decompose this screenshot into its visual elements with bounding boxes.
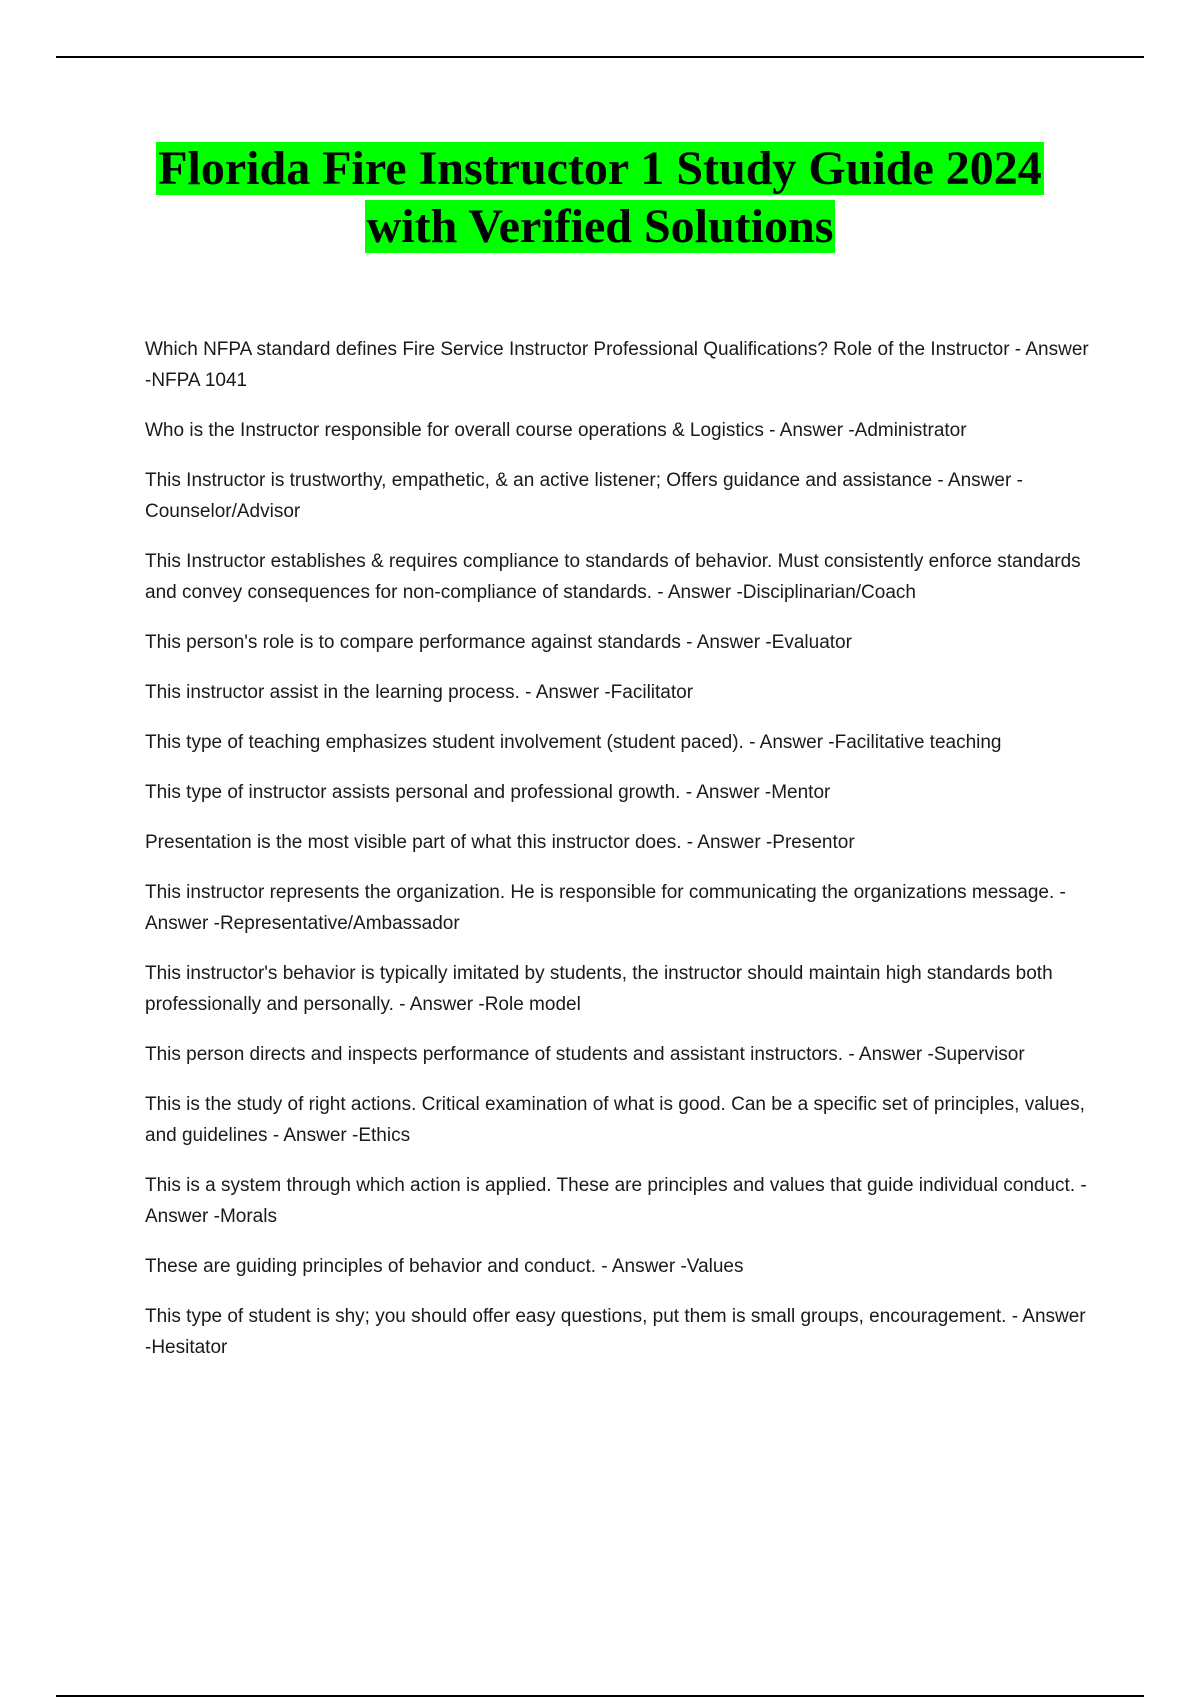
qa-item-1: Which NFPA standard defines Fire Service Instructor Professional Qualifications? Role of the Instructor - Answer -NFPA 1041 <box>145 339 1089 391</box>
qa-item-5: This person's role is to compare performance against standards - Answer -Evaluator <box>145 632 852 653</box>
top-rule <box>56 56 1144 58</box>
qa-item-6: This instructor assist in the learning process. - Answer -Facilitator <box>145 682 694 703</box>
title-line-2: with Verified Solutions <box>366 200 834 253</box>
qa-item-11: This instructor's behavior is typically imitated by students, the instructor should maintain high standards both professionally and personally. - Answer -Role model <box>145 963 1053 1015</box>
qa-item-7: This type of teaching emphasizes student involvement (student paced). - Answer -Facilitative teaching <box>145 732 1002 753</box>
qa-item-13: This is the study of right actions. Critical examination of what is good. Can be a specific set of principles, values, and guidelines - Answer -Ethics <box>145 1094 1085 1146</box>
qa-item-15: These are guiding principles of behavior and conduct. - Answer -Values <box>145 1256 744 1277</box>
qa-item-16: This type of student is shy; you should offer easy questions, put them is small groups, encouragement. - Answer -Hesitator <box>145 1306 1086 1358</box>
title-line-1: Florida Fire Instructor 1 Study Guide 2024 <box>158 142 1042 195</box>
qa-item-10: This instructor represents the organization. He is responsible for communicating the organizations message. - Answer -Representative/Ambassador <box>145 882 1066 934</box>
document-title <box>60 140 1140 256</box>
bottom-rule <box>56 1695 1144 1697</box>
qa-item-2: Who is the Instructor responsible for overall course operations & Logistics - Answer -Administrator <box>145 420 967 441</box>
qa-item-14: This is a system through which action is applied. These are principles and values that guide individual conduct. - Answer -Morals <box>145 1175 1087 1227</box>
qa-item-9: Presentation is the most visible part of what this instructor does. - Answer -Presentor <box>145 832 855 853</box>
qa-item-3: This Instructor is trustworthy, empathetic, & an active listener; Offers guidance and assistance - Answer -Counselor/Advisor <box>145 470 1023 522</box>
qa-item-4: This Instructor establishes & requires compliance to standards of behavior. Must consistently enforce standards and convey consequences for non-compliance of standards. - Answer -Disciplinarian/Coach <box>145 551 1081 603</box>
question-answer-list <box>145 334 1095 1382</box>
qa-item-8: This type of instructor assists personal and professional growth. - Answer -Mentor <box>145 782 831 803</box>
qa-item-12: This person directs and inspects performance of students and assistant instructors. - Answer -Supervisor <box>145 1044 1025 1065</box>
